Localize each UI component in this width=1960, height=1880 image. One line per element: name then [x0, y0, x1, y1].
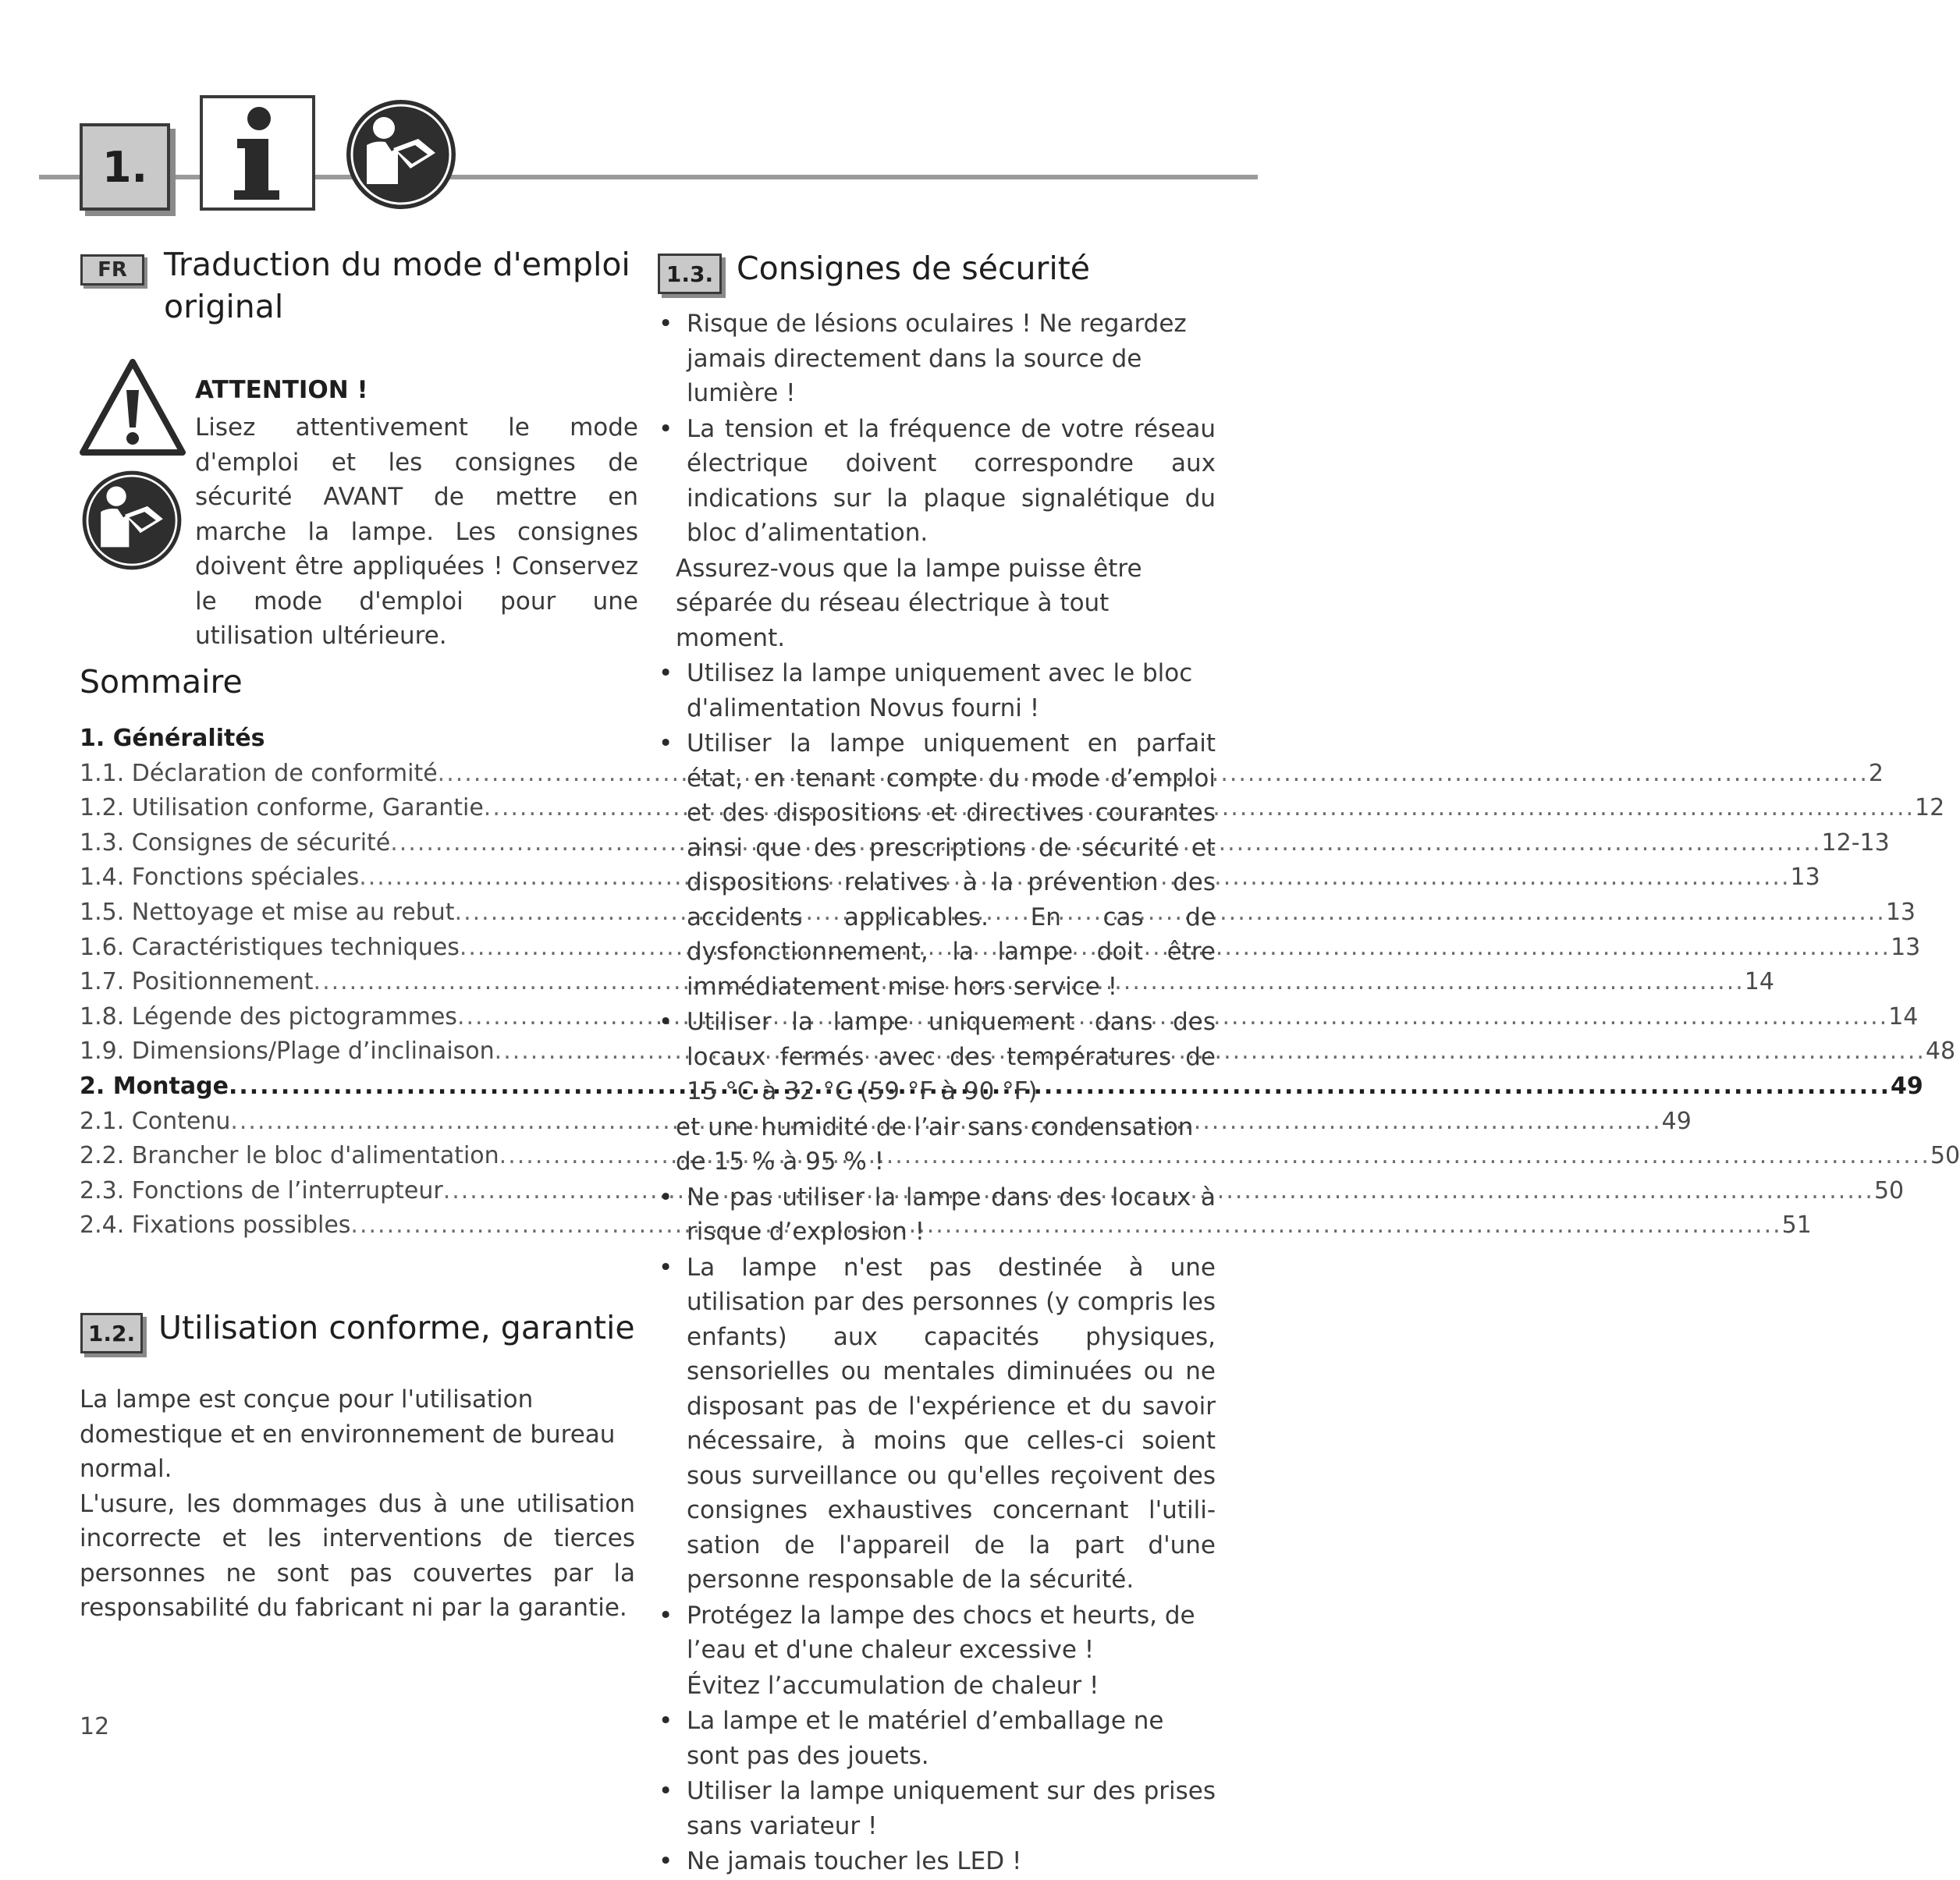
list-item: • La lampe et le matériel d’emballage ne sont pas des jouets. [657, 1704, 1216, 1773]
toc-entry: 1.5. Nettoyage et mise au rebut ..... 13 [80, 896, 610, 931]
list-item: • Ne jamais toucher les LED ! [657, 1844, 1216, 1879]
toc-entry: 2.4. Fixations possibles ..... 51 [80, 1208, 610, 1243]
toc-entry: 2.1. Contenu ..... 49 [80, 1105, 610, 1140]
read-manual-icon [343, 97, 459, 212]
toc-title: Sommaire [80, 663, 243, 701]
page-title: Traduction du mode d'emploi original [164, 246, 630, 325]
section-number-tag: 1.3. [658, 254, 722, 294]
toc-entry: 1.2. Utilisation conforme, Garantie ..... 12 [80, 791, 610, 826]
chapter-number-box [80, 123, 170, 211]
read-manual-icon [80, 468, 184, 573]
toc-entry: 1.1. Déclaration de conformité ..... 2 [80, 757, 610, 792]
list-item: • Utiliser la lampe uniquement en parfait état, en tenant compte du mode d’emploi et des dispositions et directives courantes ainsi que des prescriptions de sécurité et dispositions relatives à la prévention des accidents applicables. En cas de dysfonctionnement, la lampe doit être immédiatement mise hors service ! [657, 726, 1216, 1004]
info-icon [200, 95, 315, 211]
list-item: • Ne pas utiliser la lampe dans des locaux à risque d’explosion ! [657, 1180, 1216, 1250]
toc-entry: 2.3. Fonctions de l’interrupteur ..... 50 [80, 1174, 610, 1209]
page-number: 12 [80, 1713, 110, 1740]
chapter-number: 1. [101, 142, 148, 192]
language-tag [80, 254, 144, 286]
toc-entry: 1.9. Dimensions/Plage d’inclinaison ..... 48 [80, 1034, 610, 1069]
safety-instructions-list [657, 307, 1216, 1880]
section-title: Utilisation conforme, garantie [158, 1309, 635, 1346]
toc-entry: 1.7. Positionnement ..... 14 [80, 965, 610, 1000]
list-item: • Protégez la lampe des chocs et heurts, de l’eau et d'une chaleur excessive ! [657, 1598, 1216, 1668]
section-body [80, 1382, 635, 1626]
list-item: Assurez-vous que la lampe puisse être séparée du réseau électrique à tout moment. [676, 554, 1142, 652]
toc-entry: 1. Généralités [80, 725, 265, 752]
toc-entry: 1.6. Caractéristiques techniques ..... 13 [80, 931, 610, 966]
toc-entry: 1.3. Consignes de sécurité ..... 12-13 [80, 826, 610, 861]
list-item: • Utilisez la lampe uniquement avec le bloc d'alimentation Novus fourni ! [657, 656, 1216, 725]
toc-entry: 2.2. Brancher le bloc d'alimentation ..... 50 [80, 1139, 610, 1174]
list-item: et une humidité de l’air sans condensation de 15 % à 95 % ! [676, 1112, 1194, 1176]
paragraph: L'usure, les dommages dus à une utilisation incorrecte et les interventions de tierces personnes ne sont pas couvertes par la responsabilité du fabricant ni par la garantie. [80, 1489, 635, 1622]
attention-text: Lisez attentivement le mode d'emploi et les consignes de sécurité AVANT de mettre en marche la lampe. Les consignes doivent être appliquées ! Conservez le mode d'emploi pour une utilisation ultérieure. [195, 413, 638, 650]
list-item: • Utiliser la lampe uniquement sur des prises sans variateur ! [657, 1774, 1216, 1843]
toc-entry: 1.4. Fonctions spéciales ..... 13 [80, 860, 610, 896]
list-item: • Risque de lésions oculaires ! Ne regardez jamais directement dans la source de lumière ! [657, 307, 1216, 411]
list-item: Évitez l’accumulation de chaleur ! [687, 1671, 1099, 1700]
warning-icon [80, 359, 186, 457]
paragraph: La lampe est conçue pour l'utilisation domestique et en environnement de bureau normal. [80, 1385, 616, 1483]
list-item: • La lampe n'est pas destinée à une utilisation par des personnes (y compris les enfants) aux capacités physiques, sensorielles ou mentales diminuées ou ne disposant pas de l'expérience et du savoir nécessaire, à moins que celles-ci soient sous surveillance ou qu'elles reçoivent des consignes exhaustives concernant l'utilisation de l'appareil de la part d'une personne responsable de la sécurité. [657, 1250, 1216, 1598]
list-item: • La tension et la fréquence de votre réseau électrique doivent correspondre aux indications sur la plaque signalétique du bloc d’alimentation. [657, 412, 1216, 551]
list-item: • Utiliser la lampe uniquement dans des locaux fermés avec des températures de 15 °C à 32 °C (59 °F à 90 °F) [657, 1005, 1216, 1109]
toc-entry: 1.8. Légende des pictogrammes ..... 14 [80, 1000, 610, 1035]
language-code: FR [98, 258, 127, 282]
toc-entry: 2. Montage ..... 49 [80, 1069, 610, 1105]
attention-heading: ATTENTION ! [195, 376, 368, 404]
section-title: Consignes de sécurité [737, 250, 1091, 287]
section-number-tag: 1.2. [80, 1313, 143, 1353]
